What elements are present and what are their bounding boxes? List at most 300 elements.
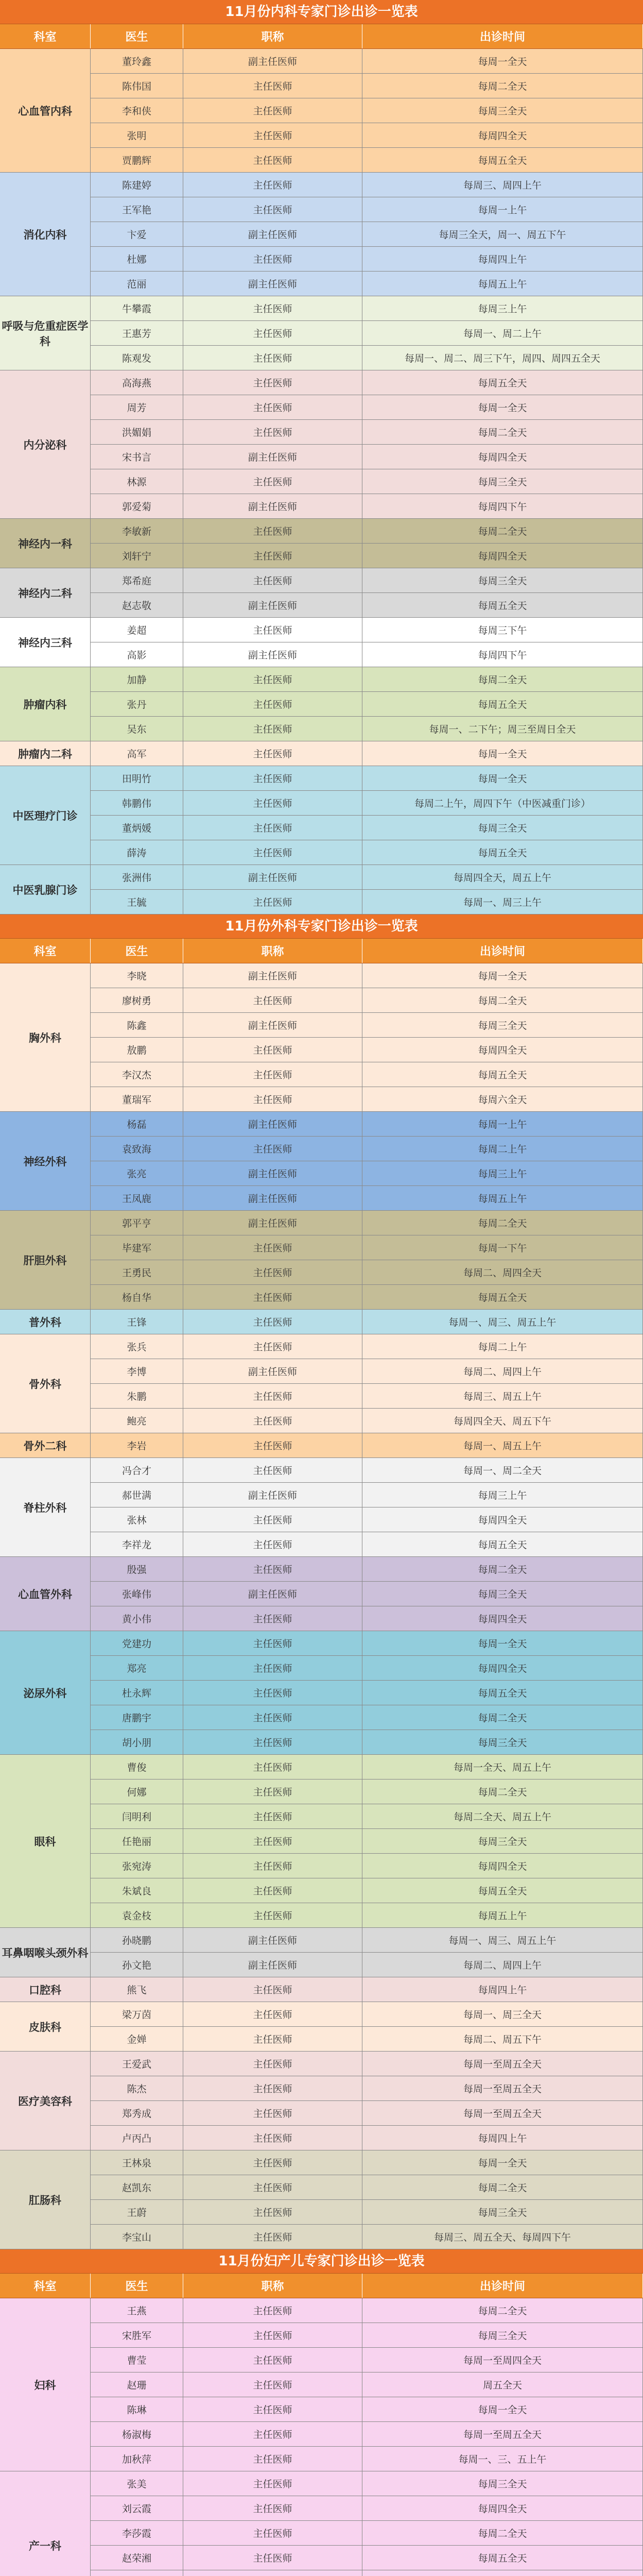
department-name: 神经内一科 <box>0 519 91 568</box>
clinic-time: 每周一、周二、周三下午，周四、周四五全天 <box>362 346 643 370</box>
table-row <box>91 865 643 890</box>
doctor-name: 张明 <box>91 123 183 147</box>
doctor-title: 主任医师 <box>183 2372 362 2397</box>
clinic-time: 每周二、周四上午 <box>362 1953 643 1977</box>
doctor-title: 主任医师 <box>183 74 362 98</box>
department-group <box>0 963 643 1112</box>
doctor-name: 金婵 <box>91 2027 183 2051</box>
doctor-name: 李博 <box>91 1359 183 1383</box>
table-row <box>91 1038 643 1062</box>
department-name: 消化内科 <box>0 173 91 296</box>
clinic-time: 周五全天 <box>362 2372 643 2397</box>
clinic-time: 每周二上午 <box>362 1137 643 1161</box>
department-group <box>0 741 643 766</box>
clinic-time: 每周四全天 <box>362 445 643 469</box>
doctor-title: 主任医师 <box>183 2027 362 2051</box>
clinic-time: 每周二全天 <box>362 667 643 691</box>
doctor-title: 主任医师 <box>183 2002 362 2026</box>
doctor-name: 卞爱 <box>91 222 183 246</box>
doctor-title: 副主任医师 <box>183 1186 362 1210</box>
clinic-time: 每周四全天 <box>362 2496 643 2520</box>
table-row <box>91 963 643 988</box>
doctor-name: 孙晓鹏 <box>91 1928 183 1952</box>
doctor-rows <box>91 2002 643 2052</box>
table-row <box>91 1656 643 1681</box>
table-row <box>91 247 643 272</box>
clinic-time: 每周三上午 <box>362 1161 643 1185</box>
clinic-time: 每周三全天 <box>362 98 643 123</box>
doctor-name: 卢丙凸 <box>91 2126 183 2150</box>
table-row <box>91 1532 643 1557</box>
doctor-rows <box>91 1631 643 1755</box>
doctor-title: 主任医师 <box>183 1235 362 1260</box>
table-row <box>91 1359 643 1384</box>
department-name: 妇科 <box>0 2298 91 2471</box>
doctor-name: 王蔚 <box>91 2200 183 2224</box>
clinic-time: 每周四全天 <box>362 1656 643 1680</box>
table-row <box>91 618 643 642</box>
doctor-name: 高影 <box>91 642 183 667</box>
department-name: 胸外科 <box>0 963 91 1112</box>
department-group <box>0 865 643 914</box>
table-row <box>91 2323 643 2348</box>
table-row <box>91 791 643 816</box>
clinic-time: 每周一至周四全天 <box>362 2348 643 2372</box>
doctor-name: 牛攀霞 <box>91 296 183 320</box>
doctor-title: 主任医师 <box>183 1829 362 1853</box>
doctor-rows <box>91 2298 643 2471</box>
doctor-title: 主任医师 <box>183 1507 362 1532</box>
clinic-time: 每周四全天 <box>362 1507 643 1532</box>
table-row <box>91 1631 643 1656</box>
table-row <box>91 1458 643 1483</box>
clinic-time: 每周三全天 <box>362 2471 643 2496</box>
department-name: 神经外科 <box>0 1112 91 1211</box>
doctor-rows <box>91 173 643 296</box>
doctor-rows <box>91 766 643 865</box>
doctor-name: 孙文艳 <box>91 1953 183 1977</box>
header-doctor: 医生 <box>91 939 183 963</box>
doctor-name: 熊飞 <box>91 1977 183 2002</box>
clinic-time: 每周一全天、周五上午 <box>362 1755 643 1779</box>
clinic-time: 每周五全天 <box>362 593 643 617</box>
table-header-row <box>0 24 643 49</box>
department-name: 产一科 <box>0 2471 91 2576</box>
clinic-time: 每周一、周五上午 <box>362 1433 643 1458</box>
doctor-rows <box>91 741 643 766</box>
doctor-title: 主任医师 <box>183 1705 362 1730</box>
table-row <box>91 1285 643 1310</box>
table-row <box>91 544 643 568</box>
clinic-time: 每周五全天 <box>362 840 643 865</box>
table-row <box>91 1310 643 1334</box>
table-row <box>91 1755 643 1780</box>
clinic-time: 每周二全天 <box>362 1211 643 1235</box>
table-row <box>91 370 643 395</box>
clinic-time: 每周四下午 <box>362 494 643 518</box>
doctor-rows <box>91 296 643 370</box>
table-row <box>91 74 643 98</box>
clinic-time: 每周二全天 <box>362 2175 643 2199</box>
table-row <box>91 1606 643 1631</box>
clinic-time: 每周一至周五全天 <box>362 2422 643 2446</box>
clinic-time: 每周三全天 <box>362 1582 643 1606</box>
clinic-time: 每周一上午 <box>362 197 643 222</box>
header-title: 职称 <box>183 24 362 48</box>
doctor-name: 毕建军 <box>91 1235 183 1260</box>
clinic-time: 每周一全天 <box>362 2150 643 2175</box>
doctor-rows <box>91 1334 643 1433</box>
doctor-title: 主任医师 <box>183 2126 362 2150</box>
doctor-title: 主任医师 <box>183 741 362 766</box>
clinic-time: 每周三全天 <box>362 816 643 840</box>
table-row <box>91 1854 643 1878</box>
department-group <box>0 667 643 741</box>
doctor-rows <box>91 1112 643 1211</box>
table-row <box>91 2200 643 2225</box>
doctor-title: 主任医师 <box>183 988 362 1012</box>
doctor-name: 张洲伟 <box>91 865 183 889</box>
doctor-name: 杨自华 <box>91 1285 183 1309</box>
header-title: 职称 <box>183 939 362 963</box>
table-row <box>91 667 643 692</box>
doctor-name: 张宛涛 <box>91 1854 183 1878</box>
doctor-title: 主任医师 <box>183 370 362 395</box>
table-row <box>91 1928 643 1953</box>
doctor-name: 宋书言 <box>91 445 183 469</box>
doctor-title: 主任医师 <box>183 1977 362 2002</box>
table-row <box>91 1804 643 1829</box>
doctor-name: 高军 <box>91 741 183 766</box>
clinic-time: 每周二全天 <box>362 1780 643 1804</box>
doctor-name: 董炳媛 <box>91 816 183 840</box>
doctor-rows <box>91 49 643 173</box>
table-row <box>91 1483 643 1507</box>
clinic-time: 每周一全天 <box>362 49 643 73</box>
doctor-name: 张林 <box>91 1507 183 1532</box>
clinic-time: 每周五全天 <box>362 1285 643 1309</box>
doctor-name: 王爱武 <box>91 2052 183 2076</box>
clinic-time: 每周四全天、周五下午 <box>362 1409 643 1433</box>
doctor-title: 主任医师 <box>183 1854 362 1878</box>
table-row <box>91 2175 643 2200</box>
doctor-name: 李莎霞 <box>91 2521 183 2545</box>
department-name: 中医乳腺门诊 <box>0 865 91 914</box>
doctor-title: 副主任医师 <box>183 222 362 246</box>
doctor-name: 王燕 <box>91 2298 183 2323</box>
doctor-name: 梁万茵 <box>91 2002 183 2026</box>
table-row <box>91 420 643 445</box>
section-title: 11月份外科专家门诊出诊一览表 <box>0 914 643 939</box>
doctor-title: 主任医师 <box>183 1532 362 1556</box>
header-time: 出诊时间 <box>362 2274 643 2298</box>
department-name: 皮肤科 <box>0 2002 91 2052</box>
department-group <box>0 2002 643 2052</box>
doctor-name: 王林泉 <box>91 2150 183 2175</box>
table-row <box>91 173 643 197</box>
table-row <box>91 494 643 519</box>
doctor-title: 主任医师 <box>183 1606 362 1631</box>
doctor-title: 主任医师 <box>183 2521 362 2545</box>
clinic-time: 每周四全天 <box>362 544 643 568</box>
table-row <box>91 49 643 74</box>
table-row <box>91 642 643 667</box>
doctor-title: 主任医师 <box>183 2298 362 2323</box>
department-name: 脊柱外科 <box>0 1458 91 1557</box>
department-name: 口腔科 <box>0 1977 91 2002</box>
doctor-rows <box>91 2471 643 2576</box>
doctor-title: 副主任医师 <box>183 593 362 617</box>
doctor-title: 副主任医师 <box>183 1013 362 1037</box>
header-dept: 科室 <box>0 24 91 48</box>
doctor-title: 主任医师 <box>183 816 362 840</box>
doctor-name: 郝世满 <box>91 1483 183 1507</box>
clinic-time: 每周三、周五全天、每周四下午 <box>362 2225 643 2249</box>
clinic-time: 每周二全天 <box>362 519 643 543</box>
doctor-rows <box>91 1458 643 1557</box>
clinic-time: 每周一至周五全天 <box>362 2076 643 2100</box>
clinic-time: 每周一全天 <box>362 395 643 419</box>
clinic-time: 每周三上午 <box>362 1483 643 1507</box>
department-name: 眼科 <box>0 1755 91 1928</box>
department-name: 骨外科 <box>0 1334 91 1433</box>
table-row <box>91 2002 643 2027</box>
doctor-name: 郑亮 <box>91 1656 183 1680</box>
doctor-title: 主任医师 <box>183 2447 362 2471</box>
table-row <box>91 296 643 321</box>
table-row <box>91 2225 643 2249</box>
department-name: 肝胆外科 <box>0 1211 91 1310</box>
doctor-name: 刘云霞 <box>91 2496 183 2520</box>
clinic-time: 每周三全天 <box>362 1730 643 1754</box>
doctor-name: 李敏新 <box>91 519 183 543</box>
clinic-time: 每周一、周三、周五上午 <box>362 1928 643 1952</box>
doctor-name: 姜超 <box>91 618 183 642</box>
department-group <box>0 1557 643 1631</box>
doctor-title: 副主任医师 <box>183 1953 362 1977</box>
doctor-title: 副主任医师 <box>183 1161 362 1185</box>
doctor-name: 董瑞军 <box>91 1087 183 1111</box>
clinic-time: 每周三全天 <box>362 1013 643 1037</box>
header-title: 职称 <box>183 2274 362 2298</box>
section-title: 11月份妇产儿专家门诊出诊一览表 <box>0 2249 643 2274</box>
doctor-rows <box>91 1310 643 1334</box>
doctor-name: 杜娜 <box>91 247 183 271</box>
doctor-rows <box>91 1211 643 1310</box>
doctor-title: 主任医师 <box>183 2101 362 2125</box>
department-group <box>0 173 643 296</box>
department-group <box>0 1755 643 1928</box>
doctor-name: 殷强 <box>91 1557 183 1581</box>
department-group <box>0 2052 643 2150</box>
department-name: 耳鼻咽喉头颈外科 <box>0 1928 91 1977</box>
department-group <box>0 1211 643 1310</box>
doctor-title: 主任医师 <box>183 667 362 691</box>
doctor-name <box>91 2570 183 2576</box>
clinic-time: 每周三全天 <box>362 568 643 592</box>
doctor-name: 王惠芳 <box>91 321 183 345</box>
doctor-name: 李岩 <box>91 1433 183 1458</box>
table-row <box>91 2298 643 2323</box>
clinic-time: 每周五全天 <box>362 148 643 172</box>
doctor-name: 郑秀成 <box>91 2101 183 2125</box>
table-row <box>91 519 643 544</box>
doctor-name: 郭平亨 <box>91 1211 183 1235</box>
doctor-title: 主任医师 <box>183 717 362 741</box>
doctor-title: 主任医师 <box>183 890 362 914</box>
doctor-title: 主任医师 <box>183 1409 362 1433</box>
table-header-row <box>0 2274 643 2298</box>
doctor-rows <box>91 667 643 741</box>
doctor-name: 赵荣湘 <box>91 2546 183 2570</box>
department-group <box>0 1928 643 1977</box>
doctor-title: 主任医师 <box>183 197 362 222</box>
clinic-time: 每周二上午，周四下午（中医减重门诊） <box>362 791 643 815</box>
table-row <box>91 2076 643 2101</box>
doctor-title: 主任医师 <box>183 1557 362 1581</box>
doctor-title: 主任医师 <box>183 1681 362 1705</box>
doctor-title: 主任医师 <box>183 2422 362 2446</box>
doctor-title: 主任医师 <box>183 519 362 543</box>
table-row <box>91 1409 643 1433</box>
department-group <box>0 1310 643 1334</box>
department-name: 肛肠科 <box>0 2150 91 2249</box>
clinic-time: 每周三全天 <box>362 1829 643 1853</box>
doctor-rows <box>91 865 643 914</box>
doctor-name: 张美 <box>91 2471 183 2496</box>
doctor-name: 李汉杰 <box>91 1062 183 1087</box>
clinic-time: 每周四上午 <box>362 2126 643 2150</box>
doctor-name: 王锋 <box>91 1310 183 1334</box>
department-group <box>0 618 643 667</box>
doctor-name: 洪媚娟 <box>91 420 183 444</box>
clinic-time: 每周一、周三上午 <box>362 890 643 914</box>
doctor-name: 李祥龙 <box>91 1532 183 1556</box>
clinic-time: 每周二全天 <box>362 1705 643 1730</box>
table-row <box>91 816 643 840</box>
clinic-time: 每周六全天 <box>362 1087 643 1111</box>
doctor-rows <box>91 618 643 667</box>
department-name: 心血管内科 <box>0 49 91 173</box>
doctor-name: 王勇民 <box>91 1260 183 1284</box>
doctor-title: 主任医师 <box>183 1260 362 1284</box>
doctor-name: 任艳丽 <box>91 1829 183 1853</box>
doctor-title: 副主任医师 <box>183 1928 362 1952</box>
doctor-name: 闫明利 <box>91 1804 183 1828</box>
clinic-time: 每周四上午 <box>362 1977 643 2002</box>
doctor-name: 张丹 <box>91 692 183 716</box>
doctor-rows <box>91 1928 643 1977</box>
table-row <box>91 1582 643 1606</box>
doctor-name: 郑希庭 <box>91 568 183 592</box>
clinic-time: 每周一、周三、周五上午 <box>362 1310 643 1334</box>
doctor-title: 主任医师 <box>183 2323 362 2347</box>
doctor-title: 主任医师 <box>183 791 362 815</box>
doctor-title: 主任医师 <box>183 2150 362 2175</box>
doctor-title: 副主任医师 <box>183 49 362 73</box>
doctor-rows <box>91 370 643 519</box>
doctor-name: 袁金枝 <box>91 1903 183 1927</box>
table-row <box>91 2101 643 2126</box>
clinic-time: 每周三全天 <box>362 2200 643 2224</box>
doctor-name: 李宝山 <box>91 2225 183 2249</box>
doctor-title: 主任医师 <box>183 1780 362 1804</box>
doctor-title: 主任医师 <box>183 98 362 123</box>
section-title: 11月份内科专家门诊出诊一览表 <box>0 0 643 24</box>
table-row <box>91 692 643 717</box>
doctor-title: 主任医师 <box>183 840 362 865</box>
doctor-rows <box>91 2150 643 2249</box>
department-name: 普外科 <box>0 1310 91 1334</box>
clinic-time: 每周四全天 <box>362 1606 643 1631</box>
table-row <box>91 1137 643 1161</box>
doctor-title: 主任医师 <box>183 2546 362 2570</box>
table-row <box>91 1062 643 1087</box>
doctor-title: 主任医师 <box>183 568 362 592</box>
doctor-name: 赵凯东 <box>91 2175 183 2199</box>
clinic-time: 每周四全天，周五上午 <box>362 865 643 889</box>
clinic-time: 每周一全天 <box>362 741 643 766</box>
doctor-title: 主任医师 <box>183 1903 362 1927</box>
table-row <box>91 1681 643 1705</box>
table-row <box>91 2126 643 2150</box>
clinic-time: 每周五全天 <box>362 1532 643 1556</box>
doctor-name: 张峰伟 <box>91 1582 183 1606</box>
doctor-name: 唐鹏宇 <box>91 1705 183 1730</box>
doctor-title: 主任医师 <box>183 2471 362 2496</box>
doctor-title <box>183 2570 362 2576</box>
clinic-time: 每周一至周五全天 <box>362 2052 643 2076</box>
doctor-rows <box>91 963 643 1112</box>
clinic-time: 每周一下午 <box>362 1235 643 1260</box>
doctor-title: 副主任医师 <box>183 1211 362 1235</box>
doctor-title: 副主任医师 <box>183 445 362 469</box>
doctor-title: 主任医师 <box>183 1038 362 1062</box>
clinic-time: 每周一、三、五上午 <box>362 2447 643 2471</box>
doctor-name: 黄小伟 <box>91 1606 183 1631</box>
clinic-time: 每周三下午 <box>362 618 643 642</box>
header-doctor: 医生 <box>91 24 183 48</box>
doctor-name: 张亮 <box>91 1161 183 1185</box>
doctor-name: 郭爱菊 <box>91 494 183 518</box>
department-name: 神经内二科 <box>0 568 91 618</box>
clinic-time: 每周一全天 <box>362 766 643 790</box>
table-row <box>91 1161 643 1186</box>
table-row <box>91 988 643 1013</box>
doctor-title: 主任医师 <box>183 1137 362 1161</box>
doctor-name: 陈杰 <box>91 2076 183 2100</box>
doctor-name: 薛涛 <box>91 840 183 865</box>
doctor-name: 加静 <box>91 667 183 691</box>
table-row <box>91 346 643 370</box>
table-header-row <box>0 939 643 963</box>
clinic-time: 每周五上午 <box>362 1186 643 1210</box>
doctor-title: 副主任医师 <box>183 1112 362 1136</box>
table-row <box>91 2027 643 2052</box>
table-row <box>91 766 643 791</box>
table-row <box>91 1953 643 1977</box>
doctor-name: 何娜 <box>91 1780 183 1804</box>
doctor-name: 朱斌良 <box>91 1878 183 1903</box>
doctor-name: 鲍亮 <box>91 1409 183 1433</box>
department-group <box>0 370 643 519</box>
doctor-name: 朱鹏 <box>91 1384 183 1408</box>
doctor-name: 杜永辉 <box>91 1681 183 1705</box>
department-name: 呼吸与危重症医学科 <box>0 296 91 370</box>
header-dept: 科室 <box>0 2274 91 2298</box>
clinic-time: 每周二全天 <box>362 74 643 98</box>
department-group <box>0 2298 643 2471</box>
